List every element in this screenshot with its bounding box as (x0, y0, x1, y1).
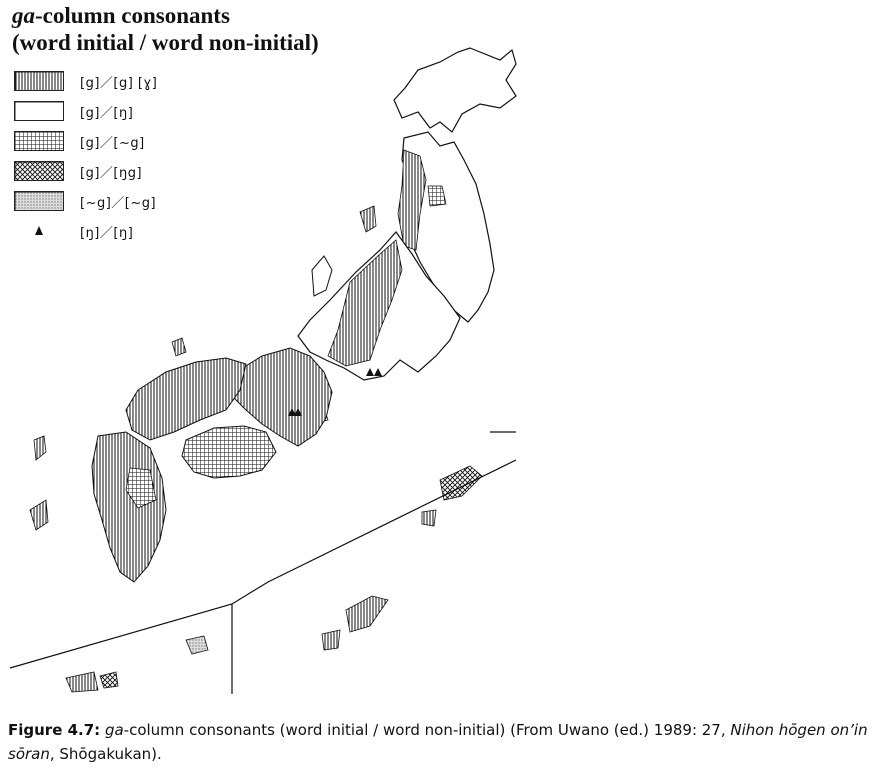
noto-peninsula (312, 256, 332, 296)
legend-label: [g]／[ŋ] (80, 105, 134, 121)
japan-map (0, 40, 520, 700)
izu-island-2 (422, 510, 436, 526)
inset-frame-lines (10, 432, 516, 694)
figure-caption: Figure 4.7: ga-column consonants (word initial / word non-initial) (From Uwano (ed.) 1989: 27, Nihon hōgen on’in sōran, Shōgakukan). (8, 721, 868, 763)
amami-island (346, 596, 388, 632)
title-line-1: ga-column consonants (12, 3, 230, 28)
legend-label: [~g]／[~g] (80, 195, 157, 211)
hokkaido-region (394, 48, 516, 132)
goto-island (34, 436, 46, 460)
sado-island (360, 206, 376, 232)
legend-label: [g]／[ŋg] (80, 165, 143, 181)
legend-label: [g]／[~g] (80, 135, 145, 151)
sakishima-island (66, 672, 98, 692)
legend-label: [ŋ]／[ŋ] (80, 225, 134, 241)
title-line-2: (word initial / word non-initial) (12, 30, 319, 55)
yaeyama-island (100, 672, 118, 688)
okinawa-island (322, 630, 340, 650)
shikoku-region (182, 426, 276, 478)
tokara-island (186, 636, 208, 654)
kyushu-region (92, 432, 166, 582)
tsushima-island (30, 500, 48, 530)
legend-label: [g]／[g] [ɣ] (80, 75, 158, 91)
oki-island (172, 338, 186, 356)
